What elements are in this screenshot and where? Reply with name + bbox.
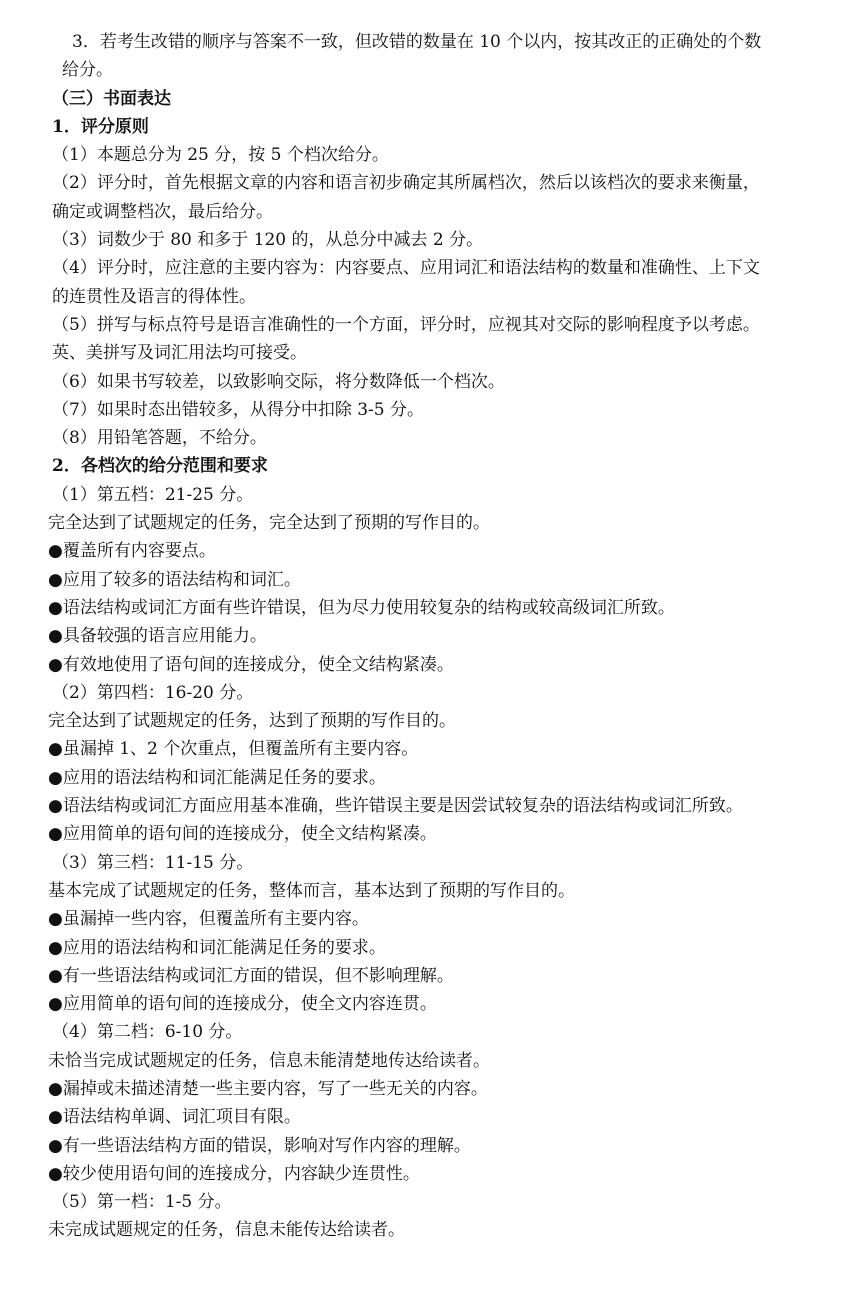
text-line: 完全达到了试题规定的任务，完全达到了预期的写作目的。 (48, 513, 490, 534)
text-line: ●有一些语法结构或词汇方面的错误，但不影响理解。 (48, 965, 454, 986)
text-line: （三）书面表达 (52, 88, 171, 109)
text-line: （5）拼写与标点符号是语言准确性的一个方面，评分时，应视其对交际的影响程度予以考虑。英、美拼写及词汇用法均可接受。 (52, 314, 760, 364)
text-line: ●覆盖所有内容要点。 (48, 541, 216, 562)
text-line: 1．评分原则 (52, 116, 149, 137)
text-line: 3．若考生改错的顺序与答案不一致，但改错的数量在 10 个以内，按其改正的正确处的个数给分。 (62, 32, 762, 81)
text-line: （5）第一档：1-5 分。 (52, 1192, 232, 1213)
text-line: ●应用简单的语句间的连接成分，使全文内容连贯。 (48, 994, 437, 1015)
text-line: ●漏掉或未描述清楚一些主要内容，写了一些无关的内容。 (48, 1078, 488, 1099)
text-line: （6）如果书写较差，以致影响交际，将分数降低一个档次。 (52, 371, 505, 392)
text-line: 基本完成了试题规定的任务，整体而言，基本达到了预期的写作目的。 (48, 880, 575, 901)
text-line: （7）如果时态出错较多，从得分中扣除 3-5 分。 (52, 399, 424, 420)
text-line: ●应用的语法结构和词汇能满足任务的要求。 (48, 937, 386, 958)
text-line: ●应用了较多的语法结构和词汇。 (48, 569, 301, 590)
text-line: （2）第四档：16-20 分。 (52, 682, 254, 703)
text-line: （4）评分时，应注意的主要内容为：内容要点、应用词汇和语法结构的数量和准确性、上下文的连贯性及语言的得体性。 (52, 258, 760, 307)
text-line: ●语法结构或词汇方面应用基本准确，些许错误主要是因尝试较复杂的语法结构或词汇所致。 (48, 796, 743, 817)
text-line: 未完成试题规定的任务，信息未能传达给读者。 (48, 1220, 405, 1241)
text-line: ●具备较强的语言应用能力。 (48, 626, 267, 647)
text-line: ●语法结构或词汇方面有些许错误，但为尽力使用较复杂的结构或较高级词汇所致。 (48, 597, 675, 618)
text-line: （1）第五档：21-25 分。 (52, 484, 254, 505)
document-page (42, 28, 772, 1245)
text-line: ●语法结构单调、词汇项目有限。 (48, 1107, 301, 1128)
text-line: ●应用简单的语句间的连接成分，使全文结构紧凑。 (48, 824, 437, 845)
text-line: （3）第三档：11-15 分。 (52, 852, 254, 873)
text-line: 完全达到了试题规定的任务，达到了预期的写作目的。 (48, 711, 456, 732)
text-line: ●虽漏掉 1、2 个次重点，但覆盖所有主要内容。 (48, 739, 419, 760)
text-line: ●虽漏掉一些内容，但覆盖所有主要内容。 (48, 909, 369, 930)
text-line: ●较少使用语句间的连接成分，内容缺少连贯性。 (48, 1163, 420, 1184)
text-line: 2．各档次的给分范围和要求 (52, 456, 268, 477)
text-line: （4）第二档：6-10 分。 (52, 1022, 243, 1043)
text-line: 未恰当完成试题规定的任务，信息未能清楚地传达给读者。 (48, 1050, 490, 1071)
text-line: （1）本题总分为 25 分，按 5 个档次给分。 (52, 145, 389, 166)
text-line: ●有效地使用了语句间的连接成分，使全文结构紧凑。 (48, 654, 454, 675)
text-line: ●应用的语法结构和词汇能满足任务的要求。 (48, 767, 386, 788)
text-line: （3）词数少于 80 和多于 120 的，从总分中减去 2 分。 (52, 230, 484, 251)
text-line: （2）评分时，首先根据文章的内容和语言初步确定其所属档次，然后以该档次的要求来衡量，确定或调整档次，最后给分。 (52, 173, 760, 222)
text-line: ●有一些语法结构方面的错误，影响对写作内容的理解。 (48, 1135, 471, 1156)
text-line: （8）用铅笔答题，不给分。 (52, 428, 267, 449)
